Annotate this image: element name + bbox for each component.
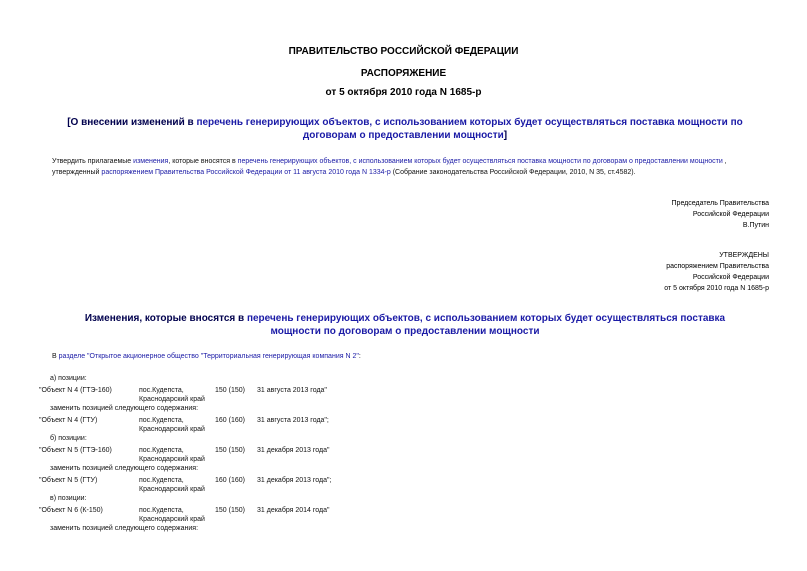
- object-location: пос.Кудепста,: [139, 477, 184, 484]
- section-prefix: В: [52, 353, 59, 360]
- object-location: пос.Кудепста,: [139, 387, 184, 394]
- order-link[interactable]: распоряжением Правительства Российской Федерации от 11 августа 2010 года N 1334-р: [101, 169, 391, 176]
- object-capacity: 150 (150): [215, 507, 245, 514]
- object-location: пос.Кудепста,: [139, 447, 184, 454]
- object-date: 31 августа 2013 года";: [257, 417, 329, 424]
- changes-link[interactable]: изменения: [133, 158, 169, 165]
- document-title: [60, 116, 750, 142]
- object-location: пос.Кудепста,: [139, 507, 184, 514]
- government-heading: ПРАВИТЕЛЬСТВО РОССИЙСКОЙ ФЕДЕРАЦИИ: [288, 46, 519, 57]
- object-region: Краснодарский край: [139, 516, 205, 523]
- object-name: "Объект N 5 (ГТУ): [39, 477, 98, 484]
- section-line: [52, 351, 772, 362]
- table-row: [0, 446, 807, 466]
- signature-title: Председатель Правительства: [671, 200, 769, 207]
- list-item: заменить позицией следующего содержания:: [50, 525, 199, 532]
- list-item: б) позиции:: [50, 435, 87, 442]
- approval-block: [664, 250, 769, 294]
- title-suffix: ]: [503, 130, 508, 141]
- table-row: [0, 386, 807, 406]
- approved-by: распоряжением Правительства: [666, 263, 769, 270]
- object-name: "Объект N 6 (К-150): [39, 507, 103, 514]
- object-date: 31 декабря 2013 года";: [257, 477, 332, 484]
- section-link[interactable]: разделе "Открытое акционерное общество "Территориальная генерирующая компания N 2": [58, 353, 359, 360]
- list-item: а) позиции:: [50, 375, 87, 382]
- changes-prefix: Изменения, которые вносятся в: [84, 313, 247, 324]
- title-prefix: [О внесении изменений в: [67, 117, 197, 128]
- object-date: 31 декабря 2014 года": [257, 507, 330, 514]
- object-name: "Объект N 4 (ГТУ): [39, 417, 98, 424]
- approved-label: УТВЕРЖДЕНЫ: [719, 252, 769, 259]
- object-name: "Объект N 4 (ГТЭ-160): [39, 387, 112, 394]
- table-row: [0, 416, 807, 436]
- list-link[interactable]: перечень генерирующих объектов, с использованием которых будет осуществляться поставка мощности по договорам о предоставлении мощности: [237, 158, 723, 165]
- object-region: Краснодарский край: [139, 456, 205, 463]
- approved-country: Российской Федерации: [692, 274, 769, 281]
- object-capacity: 150 (150): [215, 387, 245, 394]
- changes-heading: [60, 312, 750, 338]
- title-link[interactable]: перечень генерирующих объектов, с использованием которых будет осуществляться поставка мощности по договорам о предоставлении мощности: [196, 117, 743, 141]
- object-region: Краснодарский край: [139, 426, 205, 433]
- object-capacity: 160 (160): [215, 417, 245, 424]
- object-capacity: 150 (150): [215, 447, 245, 454]
- signature-country: Российской Федерации: [692, 211, 769, 218]
- table-row: [0, 476, 807, 496]
- document-type: РАСПОРЯЖЕНИЕ: [360, 68, 447, 79]
- list-item: заменить позицией следующего содержания:: [50, 465, 199, 472]
- p1-text-c: , утвержденный: [52, 158, 727, 176]
- p1-text-a: Утвердить прилагаемые: [52, 158, 134, 165]
- list-item: в) позиции:: [50, 495, 87, 502]
- changes-heading-link[interactable]: перечень генерирующих объектов, с использованием которых будет осуществляться поставка мощности по договорам о предоставлении мощности: [246, 313, 726, 337]
- object-region: Краснодарский край: [139, 486, 205, 493]
- positions-list: [0, 374, 807, 564]
- object-capacity: 160 (160): [215, 477, 245, 484]
- list-item: заменить позицией следующего содержания:: [50, 405, 199, 412]
- approved-date: от 5 октября 2010 года N 1685-р: [664, 285, 769, 292]
- main-paragraph: [52, 156, 772, 178]
- object-name: "Объект N 5 (ГТЭ-160): [39, 447, 112, 454]
- object-region: Краснодарский край: [139, 396, 205, 403]
- document-date: от 5 октября 2010 года N 1685-р: [325, 87, 482, 98]
- signature-name: В.Путин: [742, 222, 769, 229]
- object-location: пос.Кудепста,: [139, 417, 184, 424]
- p1-text-d: (Собрание законодательства Российской Федерации, 2010, N 35, ст.4582).: [390, 169, 636, 176]
- object-date: 31 декабря 2013 года": [257, 447, 330, 454]
- section-suffix: :: [358, 353, 361, 360]
- p1-text-b: , которые вносятся в: [168, 158, 238, 165]
- object-date: 31 августа 2013 года": [257, 387, 327, 394]
- signature-block: [672, 198, 769, 231]
- table-row: [0, 506, 807, 526]
